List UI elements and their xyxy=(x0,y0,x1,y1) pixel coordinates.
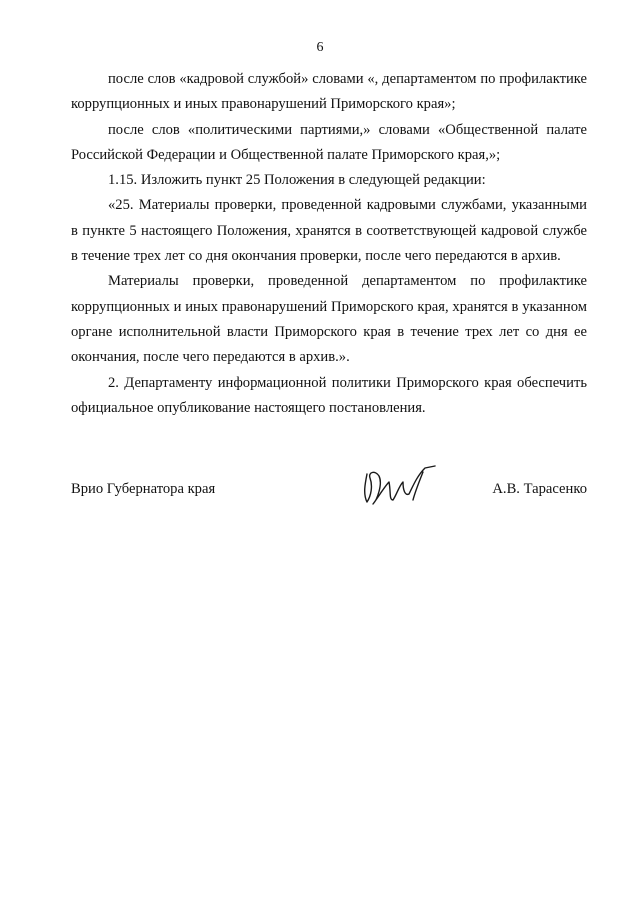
paragraph-item-25: «25. Материалы проверки, проведенной кадровыми службами, указанными в пункте 5 настоящего Положения, хранятся в соответствующей кадровой службе в течение трех лет со дня окончания проверки, после чего передаются в архив. xyxy=(71,197,587,265)
handwritten-signature xyxy=(353,456,443,511)
paragraph-item-1-15: 1.15. Изложить пункт 25 Положения в следующей редакции: xyxy=(108,172,486,189)
paragraph-item-2: 2. Департаменту информационной политики Приморского края обеспечить официальное опубликование настоящего постановления. xyxy=(71,374,587,416)
paragraph-amendment-2: после слов «политическими партиями,» словами «Общественной палате Российской Федерации и Общественной палате Приморского края,»; xyxy=(71,121,587,163)
paragraph-amendment-1: после слов «кадровой службой» словами «, департаментом по профилактике коррупционных и иных правонарушений Приморского края»; xyxy=(71,71,587,113)
signatory-name: А.В. Тарасенко xyxy=(492,481,587,497)
signatory-title: Врио Губернатора края xyxy=(71,481,216,497)
page-number: 6 xyxy=(316,40,324,55)
document-body xyxy=(71,67,587,421)
paragraph-item-25-continued: Материалы проверки, проведенной департаментом по профилактике коррупционных и иных правонарушений Приморского края, хранятся в указанном органе исполнительной власти Приморского края в течение трех лет со дня ее окончания, после чего передаются в архив.». xyxy=(71,273,587,366)
signature-block xyxy=(71,481,587,511)
